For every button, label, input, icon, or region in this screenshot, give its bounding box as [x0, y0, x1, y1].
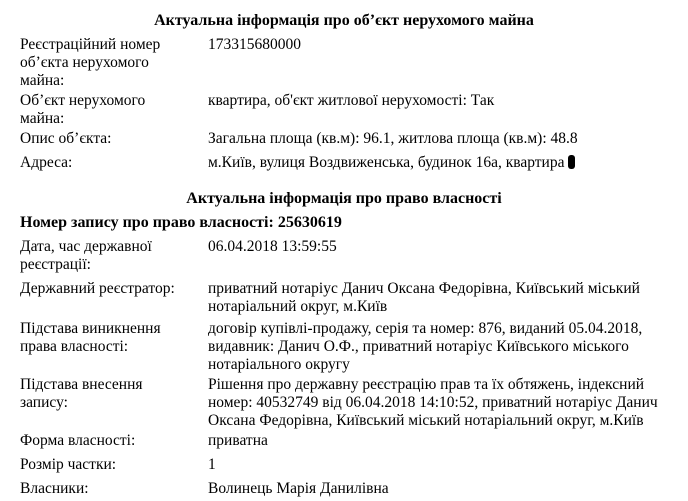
ownership-form-label: Форма власності:	[20, 432, 136, 449]
property-object-label: Об’єкт нерухомого майна:	[20, 92, 146, 127]
ownership-basis-value: договір купівлі-продажу, серія та номер: 876, виданий 05.04.2018, видавник: Данич О.Ф., приватний нотаріус Київського міського нотаріального округу	[208, 320, 643, 373]
ownership-section-heading: Актуальна інформація про право власності	[186, 190, 502, 207]
ownership-basis-label: Підстава виникнення права власності:	[20, 320, 161, 355]
share-size-value: 1	[208, 456, 216, 473]
registration-number-value: 173315680000	[208, 36, 301, 53]
entry-basis-label: Підстава внесення запису:	[20, 376, 143, 411]
object-description-label: Опис об’єкта:	[20, 130, 112, 147]
address-label: Адреса:	[20, 154, 73, 171]
share-size-label: Розмір частки:	[20, 456, 117, 473]
owners-value: Волинець Марія Данилівна	[208, 480, 389, 497]
ownership-record-title: Номер запису про право власності: 25630619	[20, 214, 342, 231]
address-value-wrap	[208, 154, 678, 172]
registration-number-label: Реєстраційний номер об’єкта нерухомого майна:	[20, 36, 161, 89]
state-registrar-value: приватний нотаріус Данич Оксана Федорівна, Київський міський нотаріальний округ, м.Київ	[208, 280, 640, 315]
ownership-form-value: приватна	[208, 432, 268, 449]
address-value: м.Київ, вулиця Воздвиженська, будинок 16а, квартира	[208, 154, 565, 171]
object-description-value: Загальна площа (кв.м): 96.1, житлова площа (кв.м): 48.8	[208, 130, 578, 147]
property-object-value: квартира, об'єкт житлової нерухомості: Так	[208, 92, 495, 109]
registration-date-label: Дата, час державної реєстрації:	[20, 238, 152, 273]
owners-label: Власники:	[20, 480, 89, 497]
entry-basis-value: Рішення про державну реєстрацію прав та їх обтяжень, індексний номер: 40532749 від 06.04.2018 14:10:52, приватний нотаріус Данич Оксана Федорівна, Київський міський нотаріальний округ, м.Київ	[208, 376, 658, 429]
registration-date-value: 06.04.2018 13:59:55	[208, 238, 337, 255]
state-registrar-label: Державний реєстратор:	[20, 280, 175, 297]
object-section-heading: Актуальна інформація про об’єкт нерухомого майна	[154, 12, 534, 29]
redaction-mark	[568, 155, 575, 169]
